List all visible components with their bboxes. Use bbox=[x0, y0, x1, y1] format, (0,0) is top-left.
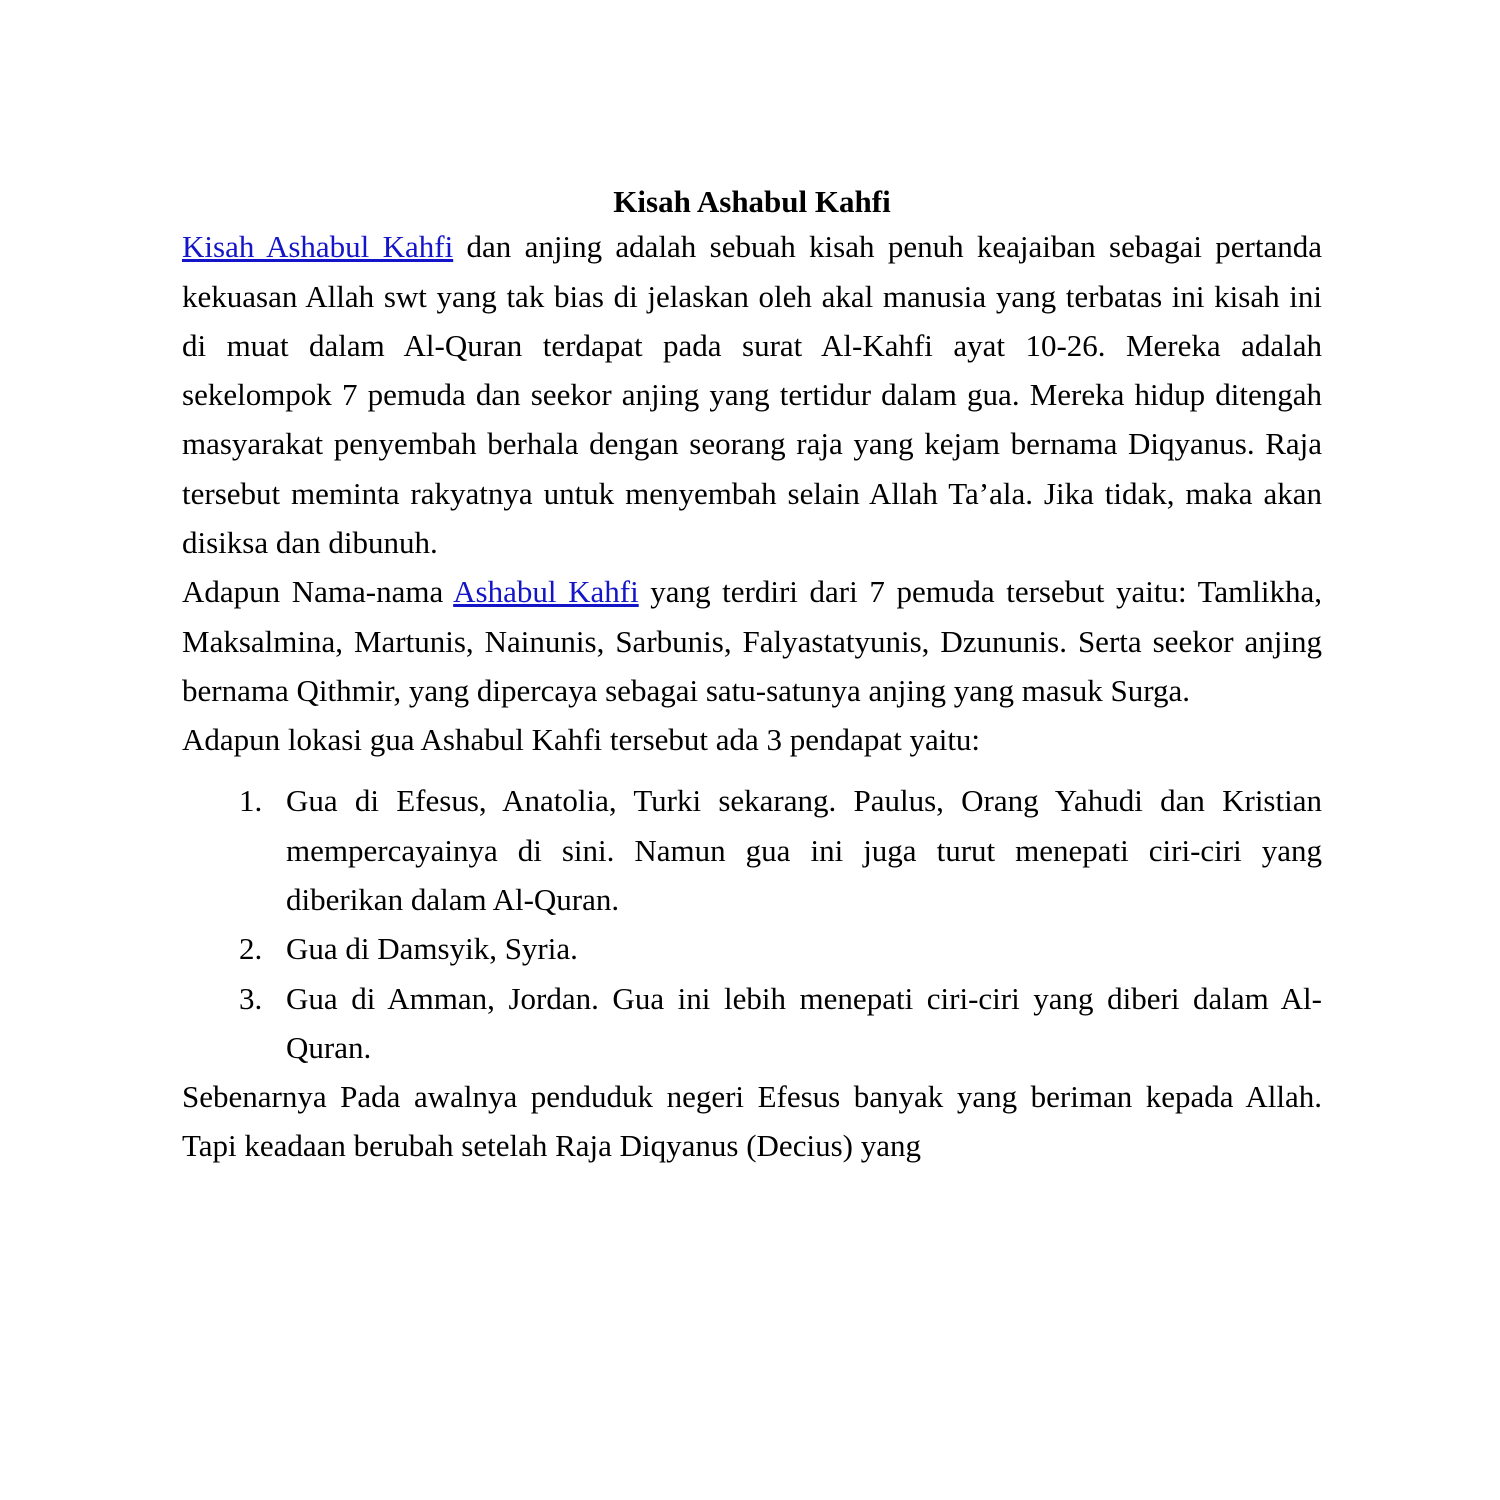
paragraph-names-before: Adapun Nama-nama bbox=[182, 574, 454, 610]
paragraph-names-after: yang terdiri dari 7 pemuda tersebut yaitu: Tamlikha, Maksalmina, Martunis, Nainunis, Sarbunis, Falyastatyunis, Dzununis. Serta seekor anjing bernama Qithmir, yang dipercaya sebagai satu-satunya anjing yang masuk Surga. bbox=[182, 574, 1322, 708]
cave-location-list bbox=[182, 776, 1322, 1072]
link-kisah-ashabul-kahfi[interactable]: Kisah Ashabul Kahfi bbox=[182, 229, 454, 265]
paragraph-intro-text: dan anjing adalah sebuah kisah penuh keajaiban sebagai pertanda kekuasan Allah swt yang tak bias di jelaskan oleh akal manusia yang terbatas ini kisah ini di muat dalam Al-Quran terdapat pada surat Al-Kahfi ayat 10-26. Mereka adalah sekelompok 7 pemuda dan seekor anjing yang tertidur dalam gua. Mereka hidup ditengah masyarakat penyembah berhala dengan seorang raja yang kejam bernama Diqyanus. Raja tersebut meminta rakyatnya untuk menyembah selain Allah Ta’ala. Jika tidak, maka akan disiksa dan dibunuh. bbox=[182, 229, 1322, 560]
document-content bbox=[182, 0, 1322, 1171]
paragraph-names bbox=[182, 567, 1322, 715]
paragraph-history: Sebenarnya Pada awalnya penduduk negeri Efesus banyak yang beriman kepada Allah. Tapi keadaan berubah setelah Raja Diqyanus (Decius) yang bbox=[182, 1079, 1322, 1164]
link-ashabul-kahfi[interactable]: Ashabul Kahfi bbox=[453, 574, 639, 610]
paragraph-intro bbox=[182, 222, 1322, 567]
list-item: 2. Gua di Damsyik, Syria. bbox=[270, 924, 1322, 973]
page-title: Kisah Ashabul Kahfi bbox=[613, 184, 891, 219]
list-item: 1. Gua di Efesus, Anatolia, Turki sekarang. Paulus, Orang Yahudi dan Kristian mempercayainya di sini. Namun gua ini juga turut menepati ciri-ciri yang diberikan dalam Al-Quran. bbox=[270, 776, 1322, 924]
list-item: 3. Gua di Amman, Jordan. Gua ini lebih menepati ciri-ciri yang diberi dalam Al-Quran. bbox=[270, 974, 1322, 1073]
paragraph-locations-intro: Adapun lokasi gua Ashabul Kahfi tersebut ada 3 pendapat yaitu: bbox=[182, 722, 981, 758]
